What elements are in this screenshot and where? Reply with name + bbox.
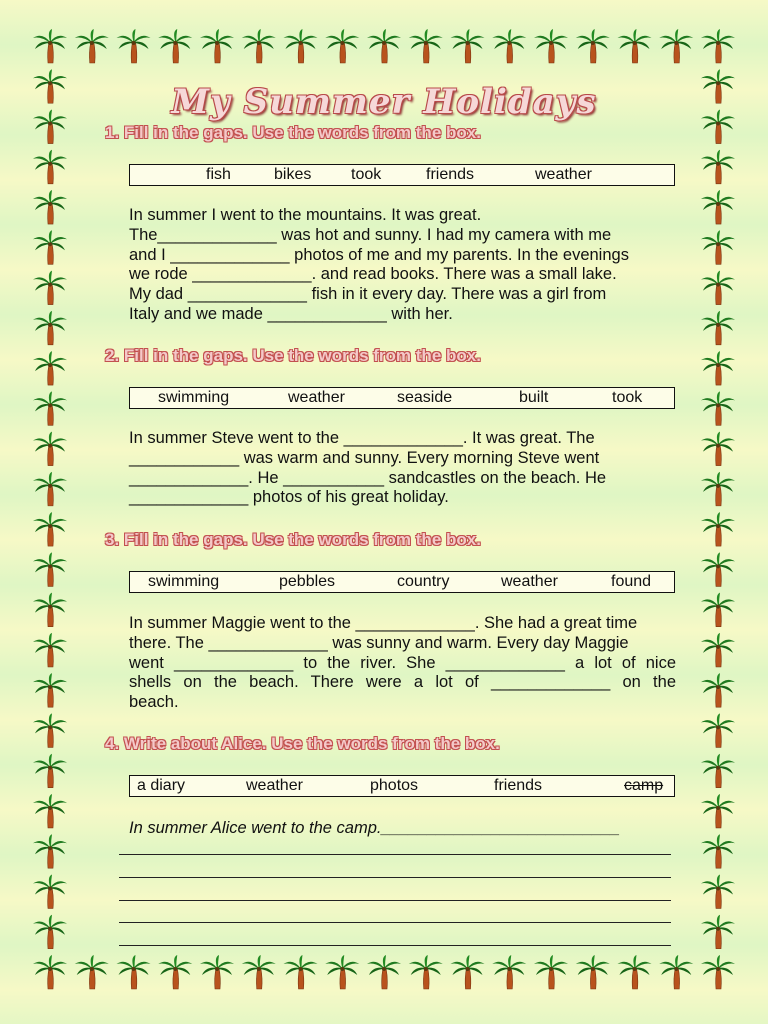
palm-tree-icon (701, 351, 735, 385)
palm-tree-icon (576, 29, 610, 63)
palm-tree-icon (701, 150, 735, 184)
exercise-2-text (129, 429, 676, 508)
text-line: _____________ photos of his great holiday. (129, 488, 449, 507)
word-box-item: friends (494, 777, 543, 794)
palm-tree-icon (33, 633, 67, 667)
text-line: ____________ was warm and sunny. Every morning Steve went (129, 448, 600, 467)
palm-tree-icon (325, 955, 359, 989)
word-box-item: swimming (158, 389, 230, 406)
palm-tree-icon (33, 190, 67, 224)
palm-tree-icon (492, 955, 526, 989)
palm-tree-icon (200, 955, 234, 989)
palm-tree-icon (33, 834, 67, 868)
palm-tree-icon (701, 472, 735, 506)
palm-tree-icon (534, 29, 568, 63)
palm-tree-icon (33, 794, 67, 828)
word-box-item: weather (535, 166, 592, 183)
palm-tree-icon (701, 874, 735, 908)
palm-tree-icon (701, 713, 735, 747)
palm-tree-icon (33, 874, 67, 908)
text-line: My dad _____________ fish in it every day. There was a girl from (129, 285, 607, 304)
palm-tree-icon (33, 915, 67, 949)
page-title: My Summer Holidays (171, 82, 597, 122)
word-box-item: a diary (137, 777, 186, 794)
text-line: there. The _____________ was sunny and warm. Every day Maggie (129, 633, 629, 652)
palm-tree-icon (367, 955, 401, 989)
palm-tree-icon (33, 432, 67, 466)
palm-tree-icon (534, 955, 568, 989)
palm-tree-icon (75, 29, 109, 63)
palm-tree-icon (701, 633, 735, 667)
word-box-item: weather (246, 777, 303, 794)
palm-tree-icon (33, 552, 67, 586)
palm-tree-icon (701, 190, 735, 224)
exercise-4-heading: 4. Write about Alice. Use the words from the box. (105, 734, 500, 753)
palm-tree-icon (284, 29, 318, 63)
palm-tree-icon (33, 230, 67, 264)
exercise-2-heading: 2. Fill in the gaps. Use the words from the box. (105, 346, 481, 365)
palm-tree-icon (701, 432, 735, 466)
palm-tree-icon (701, 552, 735, 586)
palm-tree-icon (618, 955, 652, 989)
palm-tree-icon (33, 351, 67, 385)
exercise-1-heading: 1. Fill in the gaps. Use the words from the box. (105, 123, 481, 142)
palm-tree-icon (659, 29, 693, 63)
text-line: _____________. He ___________ sandcastles on the beach. He (129, 468, 607, 487)
palm-tree-icon (701, 512, 735, 546)
word-box-item: took (612, 389, 643, 406)
text-line: went _____________ to the river. She _____________ a lot of nice (129, 653, 676, 672)
palm-tree-icon (701, 834, 735, 868)
palm-tree-icon (284, 955, 318, 989)
palm-tree-icon (33, 593, 67, 627)
exercise-4-text (129, 819, 676, 839)
palm-tree-icon (33, 29, 67, 63)
text-line: Italy and we made _____________ with her. (129, 304, 453, 323)
palm-tree-icon (117, 955, 151, 989)
word-box-item: country (397, 573, 450, 590)
exercise-4-word-box (129, 775, 675, 797)
palm-tree-icon (701, 754, 735, 788)
palm-tree-icon (701, 391, 735, 425)
palm-tree-icon (701, 673, 735, 707)
writing-line (119, 922, 671, 923)
palm-tree-icon (367, 29, 401, 63)
palm-tree-icon (701, 794, 735, 828)
palm-tree-icon (33, 311, 67, 345)
word-box-item-crossed-out: camp (624, 777, 664, 794)
word-box-item: pebbles (279, 573, 336, 590)
text-line: we rode _____________. and read books. There was a small lake. (129, 265, 617, 284)
text-line: shells on the beach. There were a lot of _____________ on the (129, 673, 676, 692)
text-line: In summer I went to the mountains. It was great. (129, 206, 482, 224)
word-box-item: friends (426, 166, 475, 183)
palm-tree-icon (618, 29, 652, 63)
palm-tree-icon (200, 29, 234, 63)
palm-tree-icon (33, 512, 67, 546)
word-box-item: weather (288, 389, 345, 406)
text-line: In summer Alice went to the camp.__________________________ (129, 819, 621, 837)
exercise-1-word-box (129, 164, 675, 186)
palm-tree-icon (409, 29, 443, 63)
exercise-1-text (129, 206, 676, 325)
palm-tree-icon (242, 955, 276, 989)
palm-tree-icon (33, 754, 67, 788)
palm-tree-icon (75, 955, 109, 989)
palm-tree-icon (158, 955, 192, 989)
text-line: In summer Steve went to the _____________. It was great. The (129, 429, 595, 447)
writing-line (119, 945, 671, 946)
text-line: beach. (129, 693, 179, 712)
palm-tree-icon (242, 29, 276, 63)
word-box-item: took (351, 166, 382, 183)
writing-line (119, 854, 671, 855)
exercise-3-text (129, 614, 676, 713)
writing-line (119, 877, 671, 878)
palm-tree-icon (576, 955, 610, 989)
palm-tree-icon (451, 29, 485, 63)
word-box-item: photos (370, 777, 419, 794)
palm-tree-icon (158, 29, 192, 63)
palm-tree-icon (701, 29, 735, 63)
palm-tree-icon (701, 593, 735, 627)
palm-tree-icon (409, 955, 443, 989)
exercise-2-word-box (129, 387, 675, 409)
palm-tree-icon (701, 955, 735, 989)
palm-tree-icon (33, 150, 67, 184)
word-box-item: bikes (274, 166, 312, 183)
word-box-item: weather (501, 573, 558, 590)
text-line: The_____________ was hot and sunny. I had my camera with me (129, 225, 612, 244)
palm-tree-icon (33, 472, 67, 506)
palm-tree-icon (701, 311, 735, 345)
writing-line (119, 900, 671, 901)
exercise-3-word-box (129, 571, 675, 593)
palm-tree-icon (701, 230, 735, 264)
word-box-item: fish (206, 166, 231, 183)
palm-tree-icon (701, 271, 735, 305)
word-box-item: built (519, 389, 549, 406)
palm-tree-icon (701, 915, 735, 949)
exercise-3-heading: 3. Fill in the gaps. Use the words from the box. (105, 530, 481, 549)
palm-tree-icon (117, 29, 151, 63)
palm-tree-icon (659, 955, 693, 989)
word-box-item: found (611, 573, 652, 590)
palm-tree-icon (492, 29, 526, 63)
word-box-item: seaside (397, 389, 453, 406)
text-line: In summer Maggie went to the _____________. She had a great time (129, 614, 638, 632)
palm-tree-icon (33, 713, 67, 747)
palm-tree-icon (451, 955, 485, 989)
palm-tree-icon (33, 391, 67, 425)
palm-tree-icon (33, 673, 67, 707)
text-line: and I _____________ photos of me and my parents. In the evenings (129, 245, 629, 264)
palm-tree-icon (33, 955, 67, 989)
palm-tree-icon (33, 271, 67, 305)
word-box-item: swimming (148, 573, 220, 590)
palm-tree-icon (325, 29, 359, 63)
